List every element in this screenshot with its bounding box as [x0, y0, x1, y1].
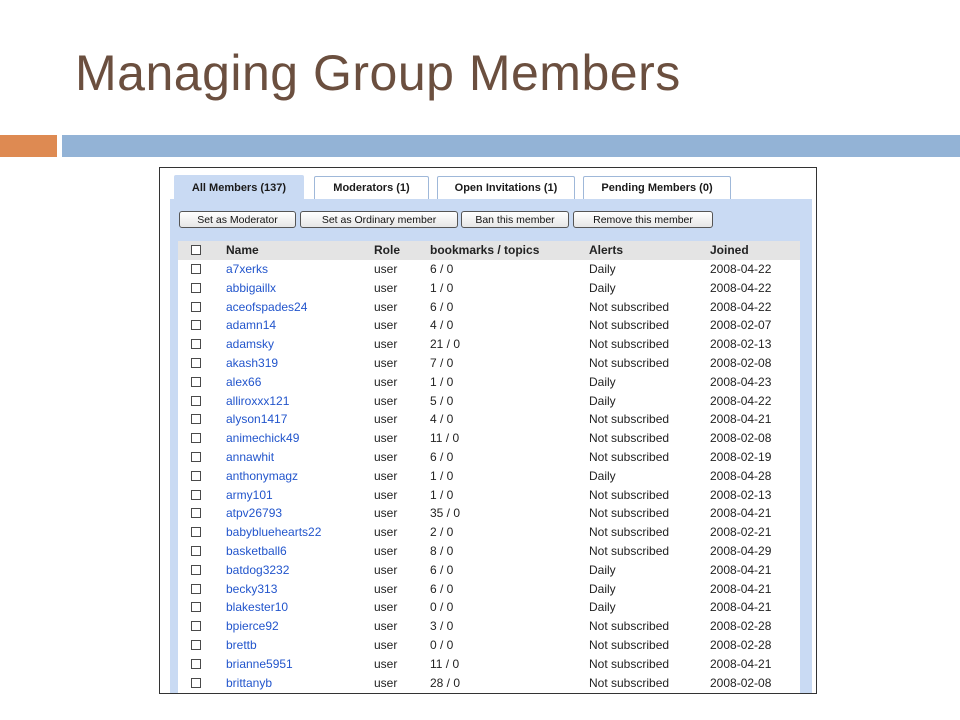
member-role: user: [374, 337, 398, 352]
member-name-link[interactable]: alyson1417: [226, 412, 288, 427]
row-checkbox[interactable]: [191, 659, 201, 669]
set-ordinary-member-button[interactable]: Set as Ordinary member: [300, 211, 458, 228]
member-bookmarks-topics: 35 / 0: [430, 506, 461, 521]
member-name-link[interactable]: annawhit: [226, 450, 275, 464]
member-joined-date: 2008-04-28: [710, 468, 772, 483]
member-name-link[interactable]: brianne5951: [226, 656, 293, 671]
row-checkbox[interactable]: [191, 339, 201, 349]
row-checkbox[interactable]: [191, 452, 201, 462]
member-alerts: Not subscribed: [589, 356, 670, 370]
member-alerts: Daily: [589, 393, 616, 408]
row-checkbox[interactable]: [191, 283, 201, 293]
table-row: [178, 335, 800, 354]
member-joined-date: 2008-04-21: [710, 581, 772, 596]
member-name-link[interactable]: atpv26793: [226, 506, 283, 521]
table-row: [178, 674, 800, 693]
table-row: [178, 298, 800, 317]
member-alerts: Not subscribed: [589, 638, 670, 652]
member-name-link[interactable]: batdog3232: [226, 562, 290, 577]
member-role: user: [374, 450, 398, 464]
member-alerts: Daily: [589, 600, 616, 615]
member-bookmarks-topics: 0 / 0: [430, 638, 454, 652]
member-bookmarks-topics: 1 / 0: [430, 487, 454, 502]
member-name-link[interactable]: adamn14: [226, 318, 277, 333]
member-role: user: [374, 393, 398, 408]
member-bookmarks-topics: 6 / 0: [430, 581, 454, 596]
member-name-link[interactable]: akash319: [226, 356, 279, 370]
member-joined-date: 2008-04-21: [710, 412, 772, 427]
table-row: [178, 486, 800, 505]
row-checkbox[interactable]: [191, 584, 201, 594]
table-row: [178, 617, 800, 636]
table-row: [178, 448, 800, 467]
column-header-role[interactable]: Role: [374, 243, 401, 257]
column-header-joined[interactable]: Joined: [710, 243, 749, 257]
member-alerts: Daily: [589, 280, 616, 295]
table-row: [178, 523, 800, 542]
row-checkbox[interactable]: [191, 433, 201, 443]
table-row: [178, 392, 800, 411]
member-bookmarks-topics: 1 / 0: [430, 280, 454, 295]
table-header: [178, 241, 800, 260]
tab-all-members[interactable]: All Members (137): [174, 175, 304, 200]
member-bookmarks-topics: 6 / 0: [430, 262, 454, 276]
member-joined-date: 2008-02-19: [710, 450, 772, 464]
row-checkbox[interactable]: [191, 471, 201, 481]
member-role: user: [374, 544, 398, 558]
member-role: user: [374, 656, 398, 671]
member-name-link[interactable]: brittanyb: [226, 675, 273, 690]
member-alerts: Not subscribed: [589, 506, 670, 521]
members-screenshot: [159, 167, 817, 694]
member-role: user: [374, 431, 398, 446]
member-role: user: [374, 506, 398, 521]
member-joined-date: 2008-02-21: [710, 525, 772, 540]
member-bookmarks-topics: 11 / 0: [430, 431, 460, 446]
member-name-link[interactable]: abbigaillx: [226, 280, 277, 295]
member-role: user: [374, 280, 398, 295]
member-role: user: [374, 412, 398, 427]
member-alerts: Daily: [589, 468, 616, 483]
table-row: [178, 429, 800, 448]
member-bookmarks-topics: 11 / 0: [430, 656, 460, 671]
remove-member-button[interactable]: Remove this member: [573, 211, 713, 228]
row-checkbox[interactable]: [191, 640, 201, 650]
member-role: user: [374, 299, 398, 314]
member-name-link[interactable]: alex66: [226, 374, 262, 389]
member-joined-date: 2008-04-22: [710, 262, 772, 276]
set-moderator-button[interactable]: Set as Moderator: [179, 211, 296, 228]
member-alerts: Not subscribed: [589, 675, 670, 690]
member-bookmarks-topics: 3 / 0: [430, 619, 454, 634]
row-checkbox[interactable]: [191, 508, 201, 518]
member-alerts: Daily: [589, 374, 616, 389]
table-row: [178, 373, 800, 392]
member-role: user: [374, 600, 398, 615]
member-joined-date: 2008-02-08: [710, 675, 772, 690]
table-row: [178, 655, 800, 674]
row-checkbox[interactable]: [191, 527, 201, 537]
member-name-link[interactable]: animechick49: [226, 431, 300, 446]
member-alerts: Not subscribed: [589, 431, 670, 446]
member-bookmarks-topics: 6 / 0: [430, 299, 454, 314]
table-row: [178, 354, 800, 373]
member-role: user: [374, 525, 398, 540]
member-alerts: Not subscribed: [589, 299, 670, 314]
table-row: [178, 260, 800, 279]
member-alerts: Not subscribed: [589, 525, 670, 540]
slide-title: Managing Group Members: [75, 45, 681, 101]
member-bookmarks-topics: 6 / 0: [430, 562, 454, 577]
row-checkbox[interactable]: [191, 302, 201, 312]
member-role: user: [374, 356, 398, 370]
ban-member-button[interactable]: Ban this member: [461, 211, 569, 228]
member-role: user: [374, 374, 398, 389]
table-row: [178, 504, 800, 523]
member-role: user: [374, 675, 398, 690]
member-joined-date: 2008-02-13: [710, 337, 772, 352]
member-name-link[interactable]: blakester10: [226, 600, 289, 615]
member-bookmarks-topics: 7 / 0: [430, 356, 454, 370]
member-joined-date: 2008-02-08: [710, 431, 772, 446]
member-alerts: Not subscribed: [589, 412, 670, 427]
row-checkbox[interactable]: [191, 264, 201, 274]
member-joined-date: 2008-04-21: [710, 562, 772, 577]
member-role: user: [374, 619, 398, 634]
member-joined-date: 2008-04-21: [710, 656, 772, 671]
member-joined-date: 2008-04-22: [710, 299, 772, 314]
accent-bar-blue: [62, 135, 960, 157]
row-checkbox[interactable]: [191, 621, 201, 631]
member-alerts: Daily: [589, 581, 616, 596]
member-joined-date: 2008-04-21: [710, 600, 772, 615]
row-checkbox[interactable]: [191, 490, 201, 500]
member-alerts: Daily: [589, 262, 616, 276]
member-bookmarks-topics: 6 / 0: [430, 450, 454, 464]
member-bookmarks-topics: 0 / 0: [430, 600, 454, 615]
member-joined-date: 2008-02-28: [710, 638, 772, 652]
table-row: [178, 636, 800, 655]
member-joined-date: 2008-02-13: [710, 487, 772, 502]
member-name-link[interactable]: anthonymagz: [226, 468, 299, 483]
member-bookmarks-topics: 28 / 0: [430, 675, 461, 690]
member-name-link[interactable]: army101: [226, 487, 273, 502]
member-role: user: [374, 468, 398, 483]
member-alerts: Not subscribed: [589, 318, 670, 333]
table-row: [178, 467, 800, 486]
member-joined-date: 2008-04-29: [710, 544, 772, 558]
column-header-name[interactable]: Name: [226, 243, 259, 257]
row-checkbox[interactable]: [191, 396, 201, 406]
row-checkbox[interactable]: [191, 377, 201, 387]
table-row: [178, 279, 800, 298]
member-name-link[interactable]: bpierce92: [226, 619, 279, 634]
member-name-link[interactable]: alliroxxx121: [226, 393, 290, 408]
row-checkbox[interactable]: [191, 320, 201, 330]
row-checkbox[interactable]: [191, 678, 201, 688]
member-role: user: [374, 562, 398, 577]
member-role: user: [374, 487, 398, 502]
member-bookmarks-topics: 5 / 0: [430, 393, 454, 408]
column-header-bookmarks[interactable]: bookmarks / topics: [430, 243, 540, 257]
member-joined-date: 2008-02-07: [710, 318, 772, 333]
table-row: [178, 410, 800, 429]
member-alerts: Not subscribed: [589, 450, 670, 464]
member-alerts: Not subscribed: [589, 656, 670, 671]
table-row: [178, 580, 800, 599]
row-checkbox[interactable]: [191, 546, 201, 556]
member-name-link[interactable]: brettb: [226, 638, 257, 652]
member-alerts: Not subscribed: [589, 544, 670, 558]
member-bookmarks-topics: 8 / 0: [430, 544, 454, 558]
member-alerts: Not subscribed: [589, 487, 670, 502]
row-checkbox[interactable]: [191, 414, 201, 424]
member-alerts: Not subscribed: [589, 337, 670, 352]
tab-moderators[interactable]: Moderators (1): [314, 176, 429, 199]
member-bookmarks-topics: 1 / 0: [430, 374, 454, 389]
member-name-link[interactable]: babybluehearts22: [226, 525, 322, 540]
member-bookmarks-topics: 4 / 0: [430, 318, 454, 333]
table-row: [178, 542, 800, 561]
member-role: user: [374, 262, 398, 276]
member-joined-date: 2008-04-22: [710, 393, 772, 408]
member-name-link[interactable]: aceofspades24: [226, 299, 308, 314]
select-all-checkbox[interactable]: [191, 245, 201, 255]
member-joined-date: 2008-04-23: [710, 374, 772, 389]
member-name-link[interactable]: adamsky: [226, 337, 275, 352]
member-role: user: [374, 318, 398, 333]
table-row: [178, 316, 800, 335]
table-row: [178, 561, 800, 580]
member-role: user: [374, 581, 398, 596]
table-row: [178, 598, 800, 617]
row-checkbox[interactable]: [191, 358, 201, 368]
member-bookmarks-topics: 4 / 0: [430, 412, 454, 427]
member-name-link[interactable]: becky313: [226, 581, 278, 596]
member-role: user: [374, 638, 398, 652]
column-header-alerts[interactable]: Alerts: [589, 243, 624, 257]
member-bookmarks-topics: 21 / 0: [430, 337, 461, 352]
row-checkbox[interactable]: [191, 565, 201, 575]
tab-open-invitations[interactable]: Open Invitations (1): [437, 176, 575, 199]
accent-bar-orange: [0, 135, 57, 157]
member-name-link[interactable]: basketball6: [226, 544, 287, 558]
tab-pending-members[interactable]: Pending Members (0): [583, 176, 731, 199]
row-checkbox[interactable]: [191, 602, 201, 612]
member-joined-date: 2008-04-21: [710, 506, 772, 521]
member-joined-date: 2008-02-28: [710, 619, 772, 634]
member-alerts: Not subscribed: [589, 619, 670, 634]
member-alerts: Daily: [589, 562, 616, 577]
member-bookmarks-topics: 1 / 0: [430, 468, 454, 483]
member-name-link[interactable]: a7xerks: [226, 262, 269, 276]
member-joined-date: 2008-02-08: [710, 356, 772, 370]
members-table: [178, 241, 800, 694]
member-joined-date: 2008-04-22: [710, 280, 772, 295]
member-bookmarks-topics: 2 / 0: [430, 525, 454, 540]
